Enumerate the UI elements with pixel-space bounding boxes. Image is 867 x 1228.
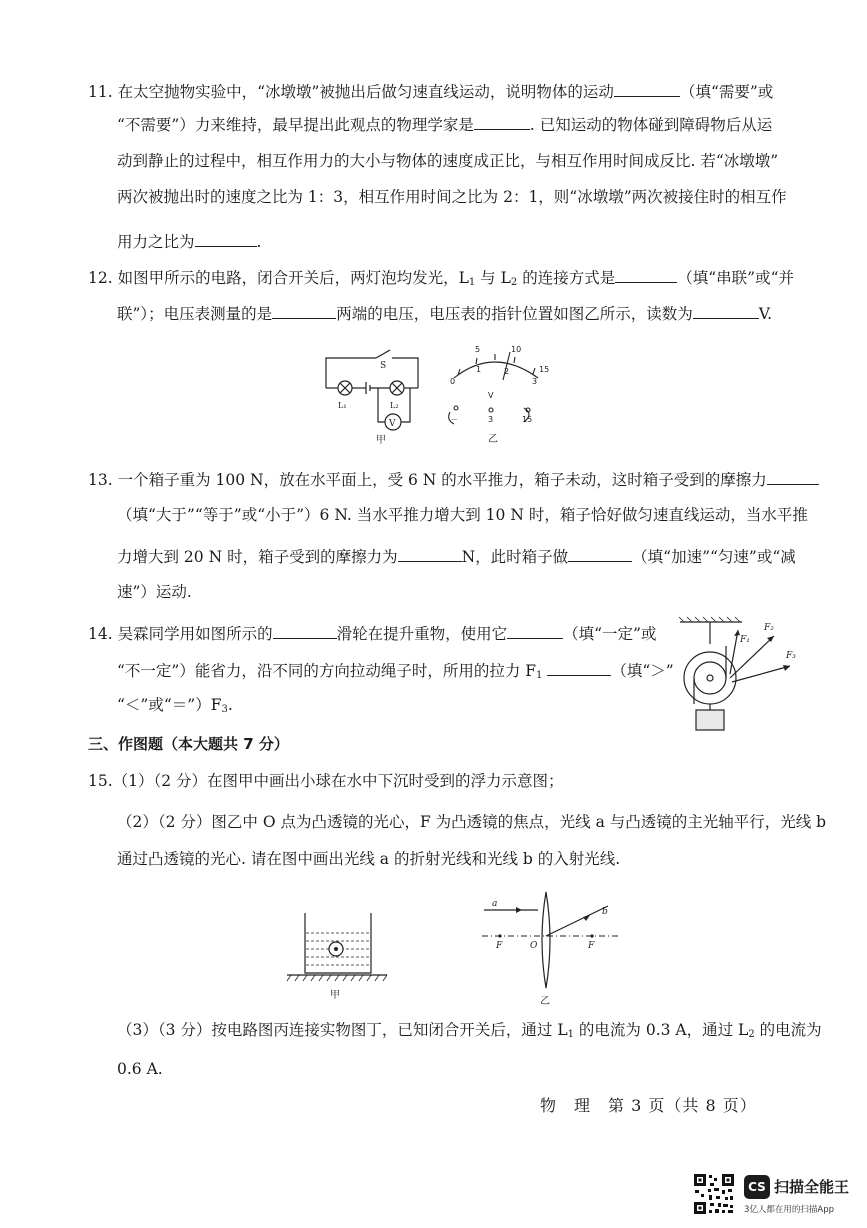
dial-bottom-1: 1	[476, 365, 482, 374]
force-f3: F₃	[786, 651, 796, 661]
lamp2-label: L₂	[390, 401, 399, 410]
q14-line2: “不一定”）能省力，沿不同的方向拉动绳子时，所用的拉力 $F_1$ （填“＞”	[117, 657, 674, 687]
terminal-minus: －	[450, 415, 458, 424]
scanner-watermark	[692, 1172, 852, 1222]
voltmeter-dial	[436, 338, 556, 448]
scanner-logo: CS	[744, 1175, 770, 1199]
dial-top-15: 15	[539, 365, 550, 374]
terminal-15: 15	[522, 415, 533, 424]
fig15-yi-label: 乙	[540, 996, 550, 1006]
q13-line1: 13. 一个箱子重为 100 N，放在水平面上，受 6 N 的水平推力，箱子未动，这时箱子受到的摩擦力	[88, 466, 819, 491]
q13-line2: （填“大于”“等于”或“小于”）6 N. 当水平推力增大到 10 N 时，箱子恰好做匀速直线运动，当水平推	[117, 506, 808, 524]
answer-blank[interactable]	[693, 300, 759, 319]
q15-part1: 15.（1）（2 分）在图甲中画出小球在水中下沉时受到的浮力示意图；	[88, 772, 564, 790]
q12-line1: 12. 如图甲所示的电路，闭合开关后，两灯泡均发光，$L_1$ 与 $L_2$ 的连接方式是 （填“串联”或“并	[88, 264, 794, 294]
q14-line3: “＜”或“$=”)F_3$.	[117, 696, 233, 715]
q11-line4: 两次被抛出时的速度之比为 1：3，相互作用时间之比为 2：1，则“冰墩墩”两次被接住时的相互作	[117, 188, 787, 206]
answer-blank[interactable]	[507, 620, 563, 639]
answer-blank[interactable]	[614, 78, 680, 97]
answer-blank[interactable]	[568, 543, 632, 562]
q11-line5: 用力之比为 .	[117, 228, 261, 253]
qr-code-icon	[692, 1172, 736, 1216]
q13-line4: 速”）运动.	[117, 583, 192, 601]
answer-blank[interactable]	[615, 264, 677, 283]
scanner-tagline: 3亿人都在用的扫描App	[744, 1205, 835, 1215]
scanner-name: 扫描全能王	[774, 1178, 850, 1196]
section-heading: 三、作图题（本大题共 7 分）	[88, 735, 289, 753]
answer-blank[interactable]	[273, 620, 337, 639]
focus-left-label: F	[496, 941, 503, 951]
dial-unit: V	[488, 391, 494, 400]
dial-bottom-2: 2	[504, 367, 510, 376]
optical-center-label: O	[530, 941, 538, 951]
beaker-diagram	[283, 905, 395, 1003]
switch-label: S	[380, 361, 387, 371]
q13-line3: 力增大到 20 N 时，箱子受到的摩擦力为 N，此时箱子做 （填“加速”“匀速”或“减	[117, 543, 796, 568]
q15-part3-line2: 0.6 A.	[117, 1060, 163, 1078]
dial-top-10: 10	[511, 345, 522, 354]
force-f2: F₂	[764, 623, 774, 633]
q14-line1: 14. 吴霖同学用如图所示的 滑轮在提升重物，使用它 （填“一定”或	[88, 620, 656, 645]
circuit-diagram	[318, 340, 433, 448]
q11-line3: 动到静止的过程中，相互作用力的大小与物体的速度成正比，与相互作用时间成反比. 若“冰墩墩”	[117, 152, 779, 170]
ray-a-label: a	[492, 899, 498, 909]
q15-part2-line2: 通过凸透镜的光心. 请在图中画出光线 a 的折射光线和光线 b 的入射光线.	[117, 850, 621, 868]
ray-b-label: b	[602, 907, 608, 917]
terminal-3: 3	[488, 415, 494, 424]
answer-blank[interactable]	[767, 466, 819, 485]
q15-part2-line1: （2）（2 分）图乙中 O 点为凸透镜的光心，F 为凸透镜的焦点，光线 a 与凸透镜的主光轴平行，光线 b	[117, 813, 827, 831]
q15-part3-line1: （3）（3 分）按电路图丙连接实物图丁，已知闭合开关后，通过 $L_1$ 的电流为 0.3 A，通过 $L_2$ 的电流为	[117, 1021, 822, 1040]
lamp1-label: L₁	[338, 401, 347, 410]
dial-bottom-0: 0	[450, 377, 456, 386]
focus-right-label: F	[588, 941, 595, 951]
pulley-diagram	[676, 616, 804, 736]
q11-line2: “不需要”）力来维持，最早提出此观点的物理学家是 . 已知运动的物体碰到障碍物后从运	[117, 111, 772, 136]
dial-top-5: 5	[475, 345, 481, 354]
fig15-jia-label: 甲	[330, 990, 340, 1001]
force-f1: F₁	[740, 635, 750, 645]
answer-blank[interactable]	[195, 228, 257, 247]
q11-line1: 11. 在太空抛物实验中，“冰墩墩”被抛出后做匀速直线运动，说明物体的运动 （填“需要”或	[88, 78, 773, 103]
answer-blank[interactable]	[272, 300, 336, 319]
lens-diagram	[478, 888, 628, 1006]
dial-bottom-3: 3	[532, 377, 538, 386]
voltmeter-label: V	[389, 419, 396, 429]
answer-blank[interactable]	[474, 111, 530, 130]
q12-line2: 联”）；电压表测量的是 两端的电压，电压表的指针位置如图乙所示，读数为 V.	[117, 300, 772, 325]
fig-jia-label: 甲	[376, 435, 386, 446]
answer-blank[interactable]	[547, 657, 611, 676]
page-footer: 物 理 第 3 页（共 8 页）	[540, 1096, 757, 1115]
answer-blank[interactable]	[398, 543, 462, 562]
fig-yi-label: 乙	[488, 434, 498, 445]
